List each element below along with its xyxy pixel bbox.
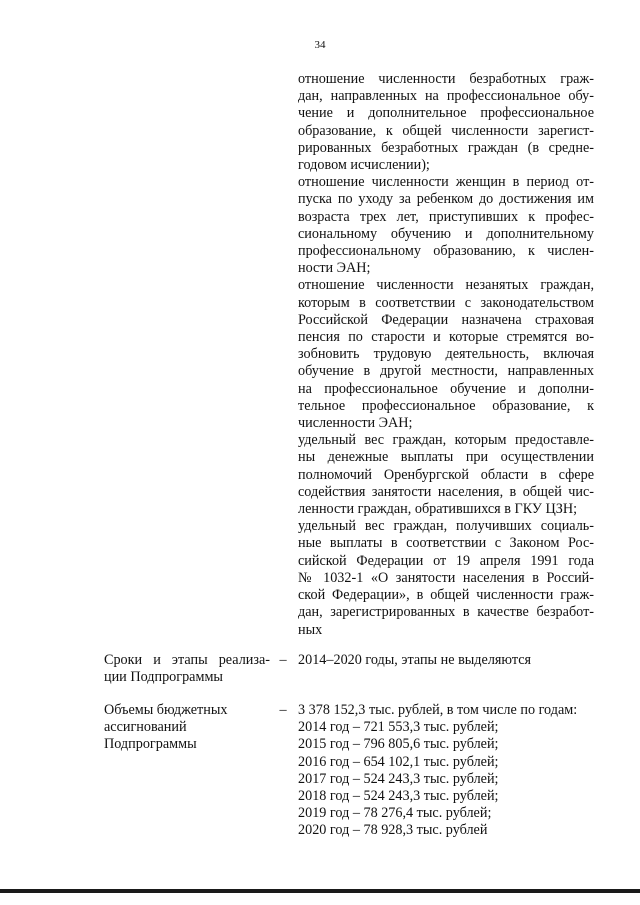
indicator-text-line: сийской Федерации от 19 апреля 1991 года — [298, 552, 594, 569]
terms-value — [298, 652, 598, 669]
budget-total-line: 3 378 152,3 тыс. рублей, в том числе по годам: — [298, 702, 578, 718]
indicator-text-line: зобновить трудовую деятельность, включая — [298, 346, 594, 363]
budget-year-line: 2018 год – 524 243,3 тыс. рублей; — [298, 788, 499, 805]
indicator-text-line: содействия занятости населения, в общей чис- — [298, 483, 594, 500]
indicator-text-line: рированных безработных граждан (в средне- — [298, 139, 594, 156]
page-number: 34 — [314, 39, 326, 51]
indicator-text-line: пуска по уходу за ребенком до достижения им — [298, 191, 594, 208]
budget-year-line: 2017 год – 524 243,3 тыс. рублей; — [298, 770, 499, 787]
indicator-text-line: пенсия по старости и которые стремятся во- — [298, 329, 594, 346]
indicator-text-line: отношение численности безработных граж- — [298, 71, 594, 87]
indicator-text-line: образование, к общей численности зарегист- — [298, 122, 594, 139]
indicator-text-line: отношение численности женщин в период от- — [298, 174, 594, 191]
budget-label-line: ассигнований — [104, 719, 187, 736]
indicator-text-line: ны денежные выплаты при осуществлении — [298, 449, 594, 466]
budget-label-line: Объемы бюджетных — [104, 702, 228, 718]
terms-value-line: 2014–2020 годы, этапы не выделяются — [298, 652, 532, 668]
indicator-text-line: годовом исчислении); — [298, 157, 430, 174]
terms-dash: – — [279, 652, 287, 668]
indicator-text-line: численности ЭАН; — [298, 415, 413, 432]
budget-dash: – — [279, 702, 287, 718]
indicator-text-line: № 1032-1 «О занятости населения в Россий- — [298, 569, 594, 586]
indicator-text-line: отношение численности незанятых граждан, — [298, 277, 594, 294]
indicator-text-line: ных — [298, 621, 323, 638]
indicator-text-line: чение и дополнительное профессиональное — [298, 105, 594, 122]
indicators-text-block — [298, 71, 594, 639]
budget-year-line: 2016 год – 654 102,1 тыс. рублей; — [298, 753, 499, 770]
indicator-text-line: Российской Федерации назначена страховая — [298, 311, 594, 328]
indicator-text-line: на профессиональное обучение и дополни- — [298, 380, 594, 397]
terms-label-line: ции Подпрограммы — [104, 669, 223, 686]
indicator-text-line: дан, направленных на профессиональное обу- — [298, 88, 594, 105]
indicator-text-line: дан, зарегистрированных в качестве безработ- — [298, 604, 594, 621]
indicator-text-line: ные выплаты в соответствии с Законом Рос- — [298, 535, 594, 552]
indicator-text-line: ленности граждан, обратившихся в ГКУ ЦЗН; — [298, 501, 578, 518]
budget-year-line: 2020 год – 78 928,3 тыс. рублей — [298, 822, 488, 839]
indicator-text-line: ности ЭАН; — [298, 260, 371, 277]
indicator-text-line: профессиональному образованию, к числен- — [298, 243, 594, 260]
budget-label — [104, 702, 270, 754]
indicator-text-line: тельное профессиональное образование, к — [298, 397, 594, 414]
indicator-text-line: удельный вес граждан, получивших социаль- — [298, 518, 594, 535]
budget-value — [298, 702, 598, 840]
terms-label-line: Сроки и этапы реализа- — [104, 652, 270, 668]
indicator-text-line: полномочий Оренбургской области в сфере — [298, 466, 594, 483]
indicator-text-line: ской Федерации», в общей численности граж- — [298, 587, 594, 604]
indicator-text-line: которым в соответствии с законодательством — [298, 294, 594, 311]
indicator-text-line: сиональному обучению и дополнительному — [298, 225, 594, 242]
budget-year-line: 2014 год – 721 553,3 тыс. рублей; — [298, 719, 499, 736]
bottom-rule — [0, 889, 640, 893]
budget-year-line: 2015 год – 796 805,6 тыс. рублей; — [298, 736, 499, 753]
indicator-text-line: возраста трех лет, приступивших к профес- — [298, 208, 594, 225]
terms-label — [104, 652, 270, 686]
budget-label-line: Подпрограммы — [104, 736, 197, 753]
indicator-text-line: удельный вес граждан, которым предоставле- — [298, 432, 594, 449]
budget-year-line: 2019 год – 78 276,4 тыс. рублей; — [298, 805, 492, 822]
indicator-text-line: обучение в другой местности, направленных — [298, 363, 594, 380]
